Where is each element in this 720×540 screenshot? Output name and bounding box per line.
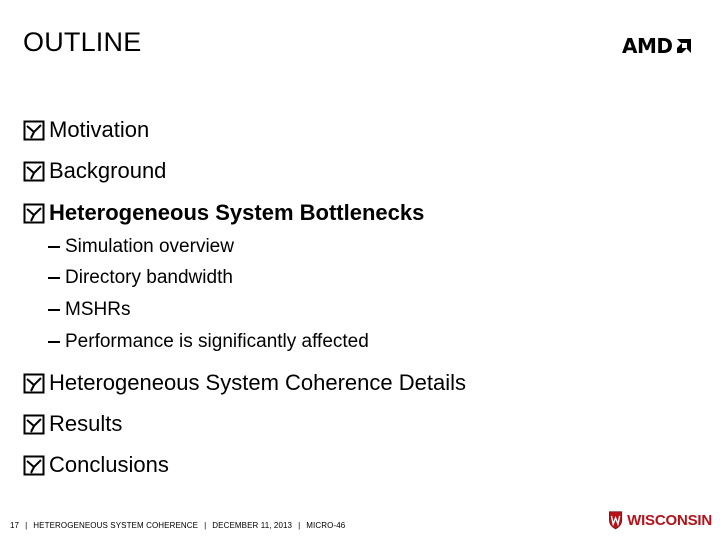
checkbox-bullet-icon <box>23 160 45 182</box>
bullet-text: Motivation <box>49 117 150 142</box>
dash-icon <box>48 246 60 248</box>
sub-bullet-item <box>48 299 130 321</box>
bullet-item <box>23 411 122 437</box>
checkbox-bullet-icon <box>23 372 45 394</box>
checkbox-bullet-icon <box>23 454 45 476</box>
bullet-text: Conclusions <box>49 452 169 477</box>
sub-bullet-text: MSHRs <box>65 299 131 320</box>
checkbox-bullet-icon <box>23 413 45 435</box>
dash-icon <box>48 277 60 279</box>
amd-logo <box>622 34 702 58</box>
footer-separator: | <box>298 521 301 530</box>
sub-bullet-item <box>48 331 369 353</box>
footer-venue: MICRO-46 <box>306 521 346 530</box>
dash-icon <box>48 341 60 343</box>
checkbox-bullet-icon <box>23 202 45 224</box>
page-number: 17 <box>10 521 20 530</box>
bullet-item <box>23 370 466 396</box>
bullet-text: Results <box>49 411 123 436</box>
bullet-item <box>23 117 149 143</box>
amd-arrow-icon <box>675 37 693 55</box>
footer-section: HETEROGENEOUS SYSTEM COHERENCE <box>33 521 199 530</box>
footer-date: DECEMBER 11, 2013 <box>212 521 293 530</box>
slide-title: OUTLINE <box>23 27 142 57</box>
sub-bullet-item <box>48 236 234 258</box>
bullet-item <box>23 452 169 478</box>
sub-bullet-text: Simulation overview <box>65 236 234 257</box>
dash-icon <box>48 309 60 311</box>
slide-footer <box>10 521 345 530</box>
sub-bullet-text: Performance is significantly affected <box>65 331 369 352</box>
bullet-text: Heterogeneous System Coherence Details <box>49 370 467 395</box>
wisconsin-crest-icon <box>608 506 623 534</box>
footer-separator: | <box>204 521 207 530</box>
sub-bullet-item <box>48 267 233 289</box>
footer-separator: | <box>25 521 28 530</box>
sub-bullet-text: Directory bandwidth <box>65 267 233 288</box>
wisconsin-logo-text: WISCONSIN <box>627 511 712 529</box>
bullet-text: Heterogeneous System Bottlenecks <box>49 200 425 225</box>
bullet-item-active <box>23 200 424 226</box>
amd-logo-text: AMD <box>622 34 673 58</box>
bullet-text: Background <box>49 158 167 183</box>
checkbox-bullet-icon <box>23 119 45 141</box>
wisconsin-logo <box>608 505 712 535</box>
bullet-item <box>23 158 166 184</box>
